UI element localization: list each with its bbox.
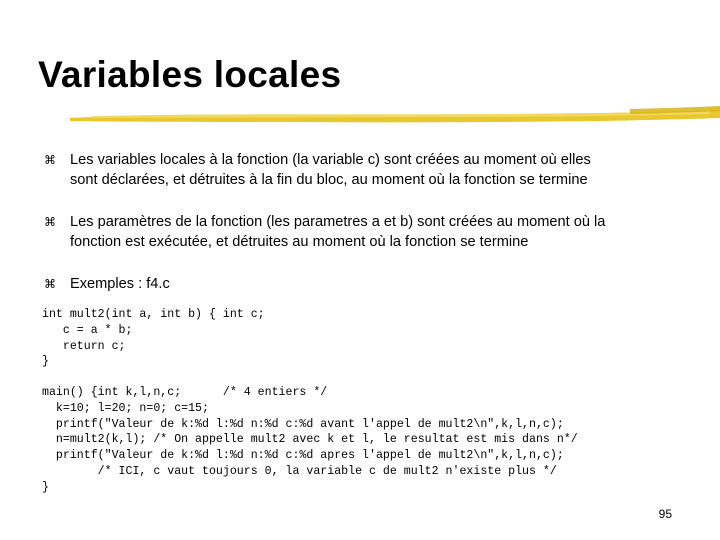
title-underline-brushstroke	[70, 106, 720, 128]
page-number: 95	[658, 507, 672, 521]
command-key-icon: ⌘	[44, 153, 56, 167]
bullet-line: sont déclarées, et détruites à la fin du bloc, au moment où la fonction se termine	[70, 172, 588, 188]
bullet-text	[70, 150, 591, 190]
code-line: printf("Valeur de k:%d l:%d n:%d c:%d avant l'appel de mult2\n",k,l,n,c);	[42, 417, 564, 431]
code-line: n=mult2(k,l); /* On appelle mult2 avec k et l, le resultat est mis dans n*/	[42, 433, 578, 447]
code-line: }	[42, 355, 49, 369]
code-block-main	[42, 385, 578, 496]
bullet-line: Exemples : f4.c	[70, 276, 170, 292]
bullet-text	[70, 212, 605, 252]
slide-title: Variables locales	[38, 54, 342, 95]
command-key-icon: ⌘	[44, 277, 56, 291]
bullet-line: Les paramètres de la fonction (les parametres a et b) sont créées au moment où la	[70, 214, 606, 230]
bullet-local-variables	[44, 150, 684, 190]
code-line: return c;	[42, 339, 126, 353]
code-line: c = a * b;	[42, 323, 133, 337]
code-line: printf("Valeur de k:%d l:%d n:%d c:%d apres l'appel de mult2\n",k,l,n,c);	[42, 449, 564, 463]
bullet-line: Les variables locales à la fonction (la variable c) sont créées au moment où elles	[70, 152, 591, 168]
bullet-parameters	[44, 212, 684, 252]
bullet-text	[70, 274, 170, 294]
code-line: /* ICI, c vaut toujours 0, la variable c de mult2 n'existe plus */	[42, 464, 557, 478]
command-key-icon: ⌘	[44, 215, 56, 229]
code-line: }	[42, 480, 49, 494]
code-line: main() {int k,l,n,c; /* 4 entiers */	[42, 386, 328, 399]
code-line: k=10; l=20; n=0; c=15;	[42, 401, 209, 415]
code-block-mult2	[42, 307, 265, 370]
bullet-line: fonction est exécutée, et détruites au moment où la fonction se termine	[70, 234, 529, 250]
code-line: int mult2(int a, int b) { int c;	[42, 308, 265, 321]
bullet-examples	[44, 274, 684, 294]
